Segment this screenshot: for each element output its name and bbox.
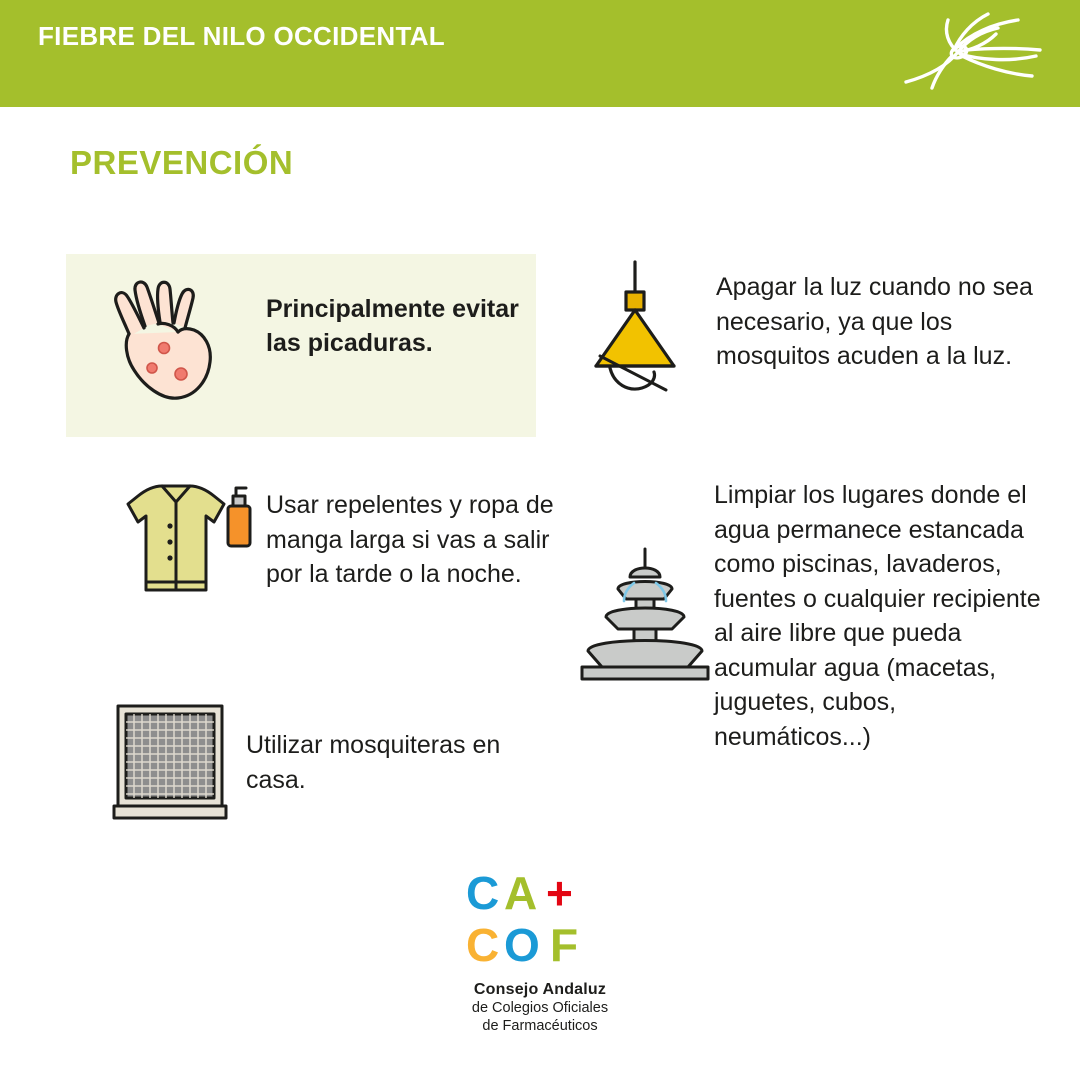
prevention-item-lamp (548, 250, 1048, 440)
svg-text:O: O (504, 919, 540, 971)
prevention-item-clothes-text: Usar repelentes y ropa de manga larga si vas a salir por la tarde o la noche. (266, 491, 554, 588)
page-title: FIEBRE DEL NILO OCCIDENTAL (38, 21, 445, 51)
organization-logo (0, 865, 1080, 1035)
section-title: PREVENCIÓN (70, 144, 294, 181)
prevention-item-fountain-text: Limpiar los lugares donde el agua permanece estancada como piscinas, lavaderos, fuentes o cualquier recipiente al aire libre que pueda acumular agua (macetas, juguetes, cubos, neumáticos...) (714, 481, 1041, 751)
mosquito-icon (840, 4, 1060, 104)
prevention-item-hands-text: Principalmente evitar las picaduras. (266, 295, 519, 357)
mosquito-net-icon (110, 698, 230, 828)
jacket-repellent-icon (96, 478, 256, 608)
cacof-logo-icon (460, 865, 620, 975)
svg-text:C: C (466, 919, 500, 971)
prevention-item-lamp-text: Apagar la luz cuando no sea necesario, ya que los mosquitos acuden a la luz. (716, 273, 1033, 370)
prevention-item-fountain (548, 478, 1058, 858)
hanging-lamp-icon (560, 256, 710, 416)
prevention-item-net-text: Utilizar mosquiteras en casa. (246, 731, 501, 794)
logo-line-1: Consejo Andaluz (473, 981, 607, 998)
prevention-item-clothes (66, 470, 566, 630)
svg-text:+: + (546, 867, 573, 919)
svg-text:C: C (466, 867, 500, 919)
logo-line-2: de Colegios Oficiales (471, 1000, 609, 1016)
logo-line-3: de Farmacéuticos (482, 1018, 598, 1035)
hand-bites-icon (96, 276, 246, 416)
prevention-item-hands (66, 254, 536, 437)
svg-text:A: A (504, 867, 538, 919)
svg-text:F: F (550, 919, 579, 971)
fountain-icon (568, 543, 723, 693)
prevention-item-net (66, 690, 566, 850)
header-bar (0, 0, 1080, 107)
